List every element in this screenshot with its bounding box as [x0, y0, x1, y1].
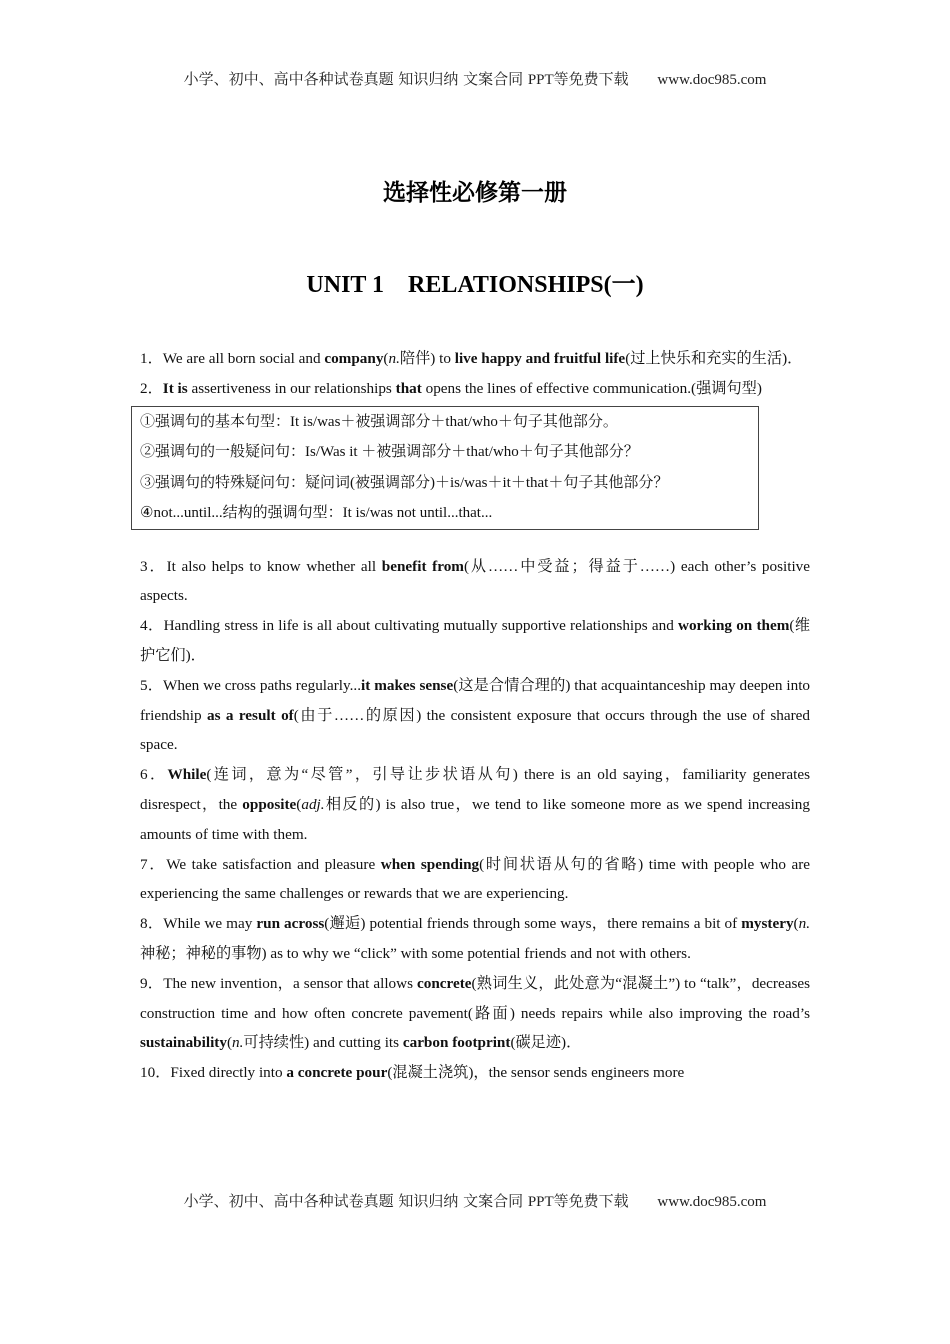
sentence-number: 3． [140, 557, 167, 575]
sentence-text: Handling stress in life is all about cultivating mutually supportive relationships and [163, 617, 678, 635]
key-phrase: It is [162, 379, 188, 397]
sentence-item [140, 1058, 810, 1088]
key-phrase: While [167, 766, 207, 784]
footer-text: 小学、初中、高中各种试卷真题 知识归纳 文案合同 PPT等免费下载 [183, 1194, 629, 1210]
sentence-text: (混凝土浇筑)，the sensor sends engineers more [387, 1064, 685, 1082]
sentence-item [140, 552, 810, 612]
sentence-text: ( [383, 350, 389, 367]
note-line: ③强调句的特殊疑问句：疑问词(被强调部分)＋is/was＋it＋that＋句子其他部分？ [140, 474, 669, 491]
key-phrase: live happy and fruitful life [454, 350, 626, 367]
key-phrase: that [395, 379, 422, 397]
sentence-text: 相反的) is also true，we tend to like someone more as we spend increasing amounts of time with them. [140, 795, 810, 843]
sentence-text: The new invention，a sensor that allows [163, 974, 418, 992]
page-footer [0, 1190, 950, 1211]
sentence-item [140, 760, 810, 849]
key-phrase: when spending [380, 855, 480, 873]
sentence-text: (邂逅) potential friends through some ways，there remains a bit of [324, 915, 742, 933]
header-site-link[interactable]: www.doc985.com [657, 72, 767, 88]
sentence-text: Fixed directly into [170, 1064, 287, 1082]
emphasis-pattern-note-box [131, 406, 759, 530]
unit-title: UNIT 1 RELATIONSHIPS(一) [306, 272, 644, 298]
sentence-number: 6． [140, 766, 168, 784]
sentence-text: While we may [163, 915, 257, 933]
sentence-number: 9． [140, 974, 164, 992]
key-phrase: working on them [678, 617, 790, 635]
sentence-number: 2． [140, 379, 163, 397]
sentence-text: 可持续性) and cutting its [243, 1034, 403, 1052]
sentence-text: opens the lines of effective communication.(强调句型) [421, 379, 762, 397]
sentence-item [140, 344, 810, 374]
part-of-speech: adj. [301, 795, 325, 813]
part-of-speech: n. [798, 915, 810, 933]
key-phrase: as a result of [206, 706, 294, 724]
key-phrase: mystery [741, 915, 794, 933]
sentence-text: 神秘；神秘的事物) as to why we “click” with some potential friends and not with others. [140, 944, 691, 962]
sentence-text: (碳足迹)． [510, 1034, 582, 1052]
sentence-number: 4． [140, 617, 164, 635]
sentence-text: We take satisfaction and pleasure [166, 855, 381, 873]
sentence-text: ( [226, 1034, 232, 1052]
sentence-text: When we cross paths regularly... [162, 676, 362, 694]
sentence-list-part-1 [140, 344, 810, 404]
sentence-item [140, 374, 810, 404]
sentence-text: We are all born social and [162, 350, 325, 367]
sentence-number: 10． [140, 1064, 171, 1082]
key-phrase: a concrete pour [286, 1064, 388, 1082]
note-line: ①强调句的基本句型：It is/was＋被强调部分＋that/who＋句子其他部分。 [140, 413, 618, 430]
sentence-text: (熟词生义，此处意为“混凝土”) to “talk”，decreases construction time and how often concrete pavement(路面) needs repairs while also improving the road’s [140, 974, 811, 1022]
sentence-text: (连词，意为“尽管”，引导让步状语从句) there is an old saying，familiarity generates disrespect，the [140, 766, 811, 813]
sentence-item [140, 909, 810, 969]
sentence-text: ( [296, 795, 302, 813]
header-text: 小学、初中、高中各种试卷真题 知识归纳 文案合同 PPT等免费下载 [183, 72, 629, 88]
key-phrase: opposite [242, 795, 297, 813]
page-header [0, 68, 950, 89]
sentence-text: (维护它们)． [140, 617, 811, 664]
sentence-item [140, 671, 810, 760]
document-body [140, 344, 810, 1088]
sentence-item [140, 611, 810, 671]
note-line: ②强调句的一般疑问句：Is/Was it ＋被强调部分＋that/who＋句子其他部分？ [140, 444, 639, 461]
sentence-text: 陪伴) to [399, 350, 455, 367]
key-phrase: carbon footprint [402, 1034, 511, 1052]
sentence-number: 8． [140, 915, 164, 933]
key-phrase: sustainability [140, 1034, 227, 1052]
sentence-list-part-2 [140, 552, 810, 1088]
sentence-item [140, 850, 810, 910]
book-title: 选择性必修第一册 [383, 180, 567, 206]
part-of-speech: n. [388, 350, 400, 367]
sentence-text: (由于……的原因) the consistent exposure that occurs through the use of shared space. [140, 706, 810, 754]
sentence-number: 7． [140, 855, 167, 873]
sentence-text: It also helps to know whether all [166, 557, 382, 575]
sentence-text: (从……中受益；得益于……) each other’s positive aspects. [140, 557, 811, 605]
sentence-item [140, 969, 810, 1058]
key-phrase: it makes sense [361, 676, 454, 694]
sentence-text: (这是合情合理的) that acquaintanceship may deepen into friendship [140, 676, 811, 724]
footer-site-link[interactable]: www.doc985.com [657, 1194, 767, 1210]
sentence-text: ( [793, 915, 799, 933]
sentence-text: (过上快乐和充实的生活)． [625, 350, 803, 367]
sentence-number: 1． [140, 350, 163, 367]
note-line: ④not...until...结构的强调句型：It is/was not until...that... [140, 505, 493, 522]
key-phrase: company [324, 350, 384, 367]
key-phrase: run across [256, 915, 325, 933]
sentence-text: (时间状语从句的省略) time with people who are experiencing the same challenges or rewards that we are experiencing. [140, 855, 811, 903]
key-phrase: concrete [417, 974, 472, 992]
sentence-text: assertiveness in our relationships [187, 379, 396, 397]
key-phrase: benefit from [381, 557, 464, 575]
sentence-number: 5． [140, 676, 163, 694]
part-of-speech: n. [232, 1034, 244, 1052]
